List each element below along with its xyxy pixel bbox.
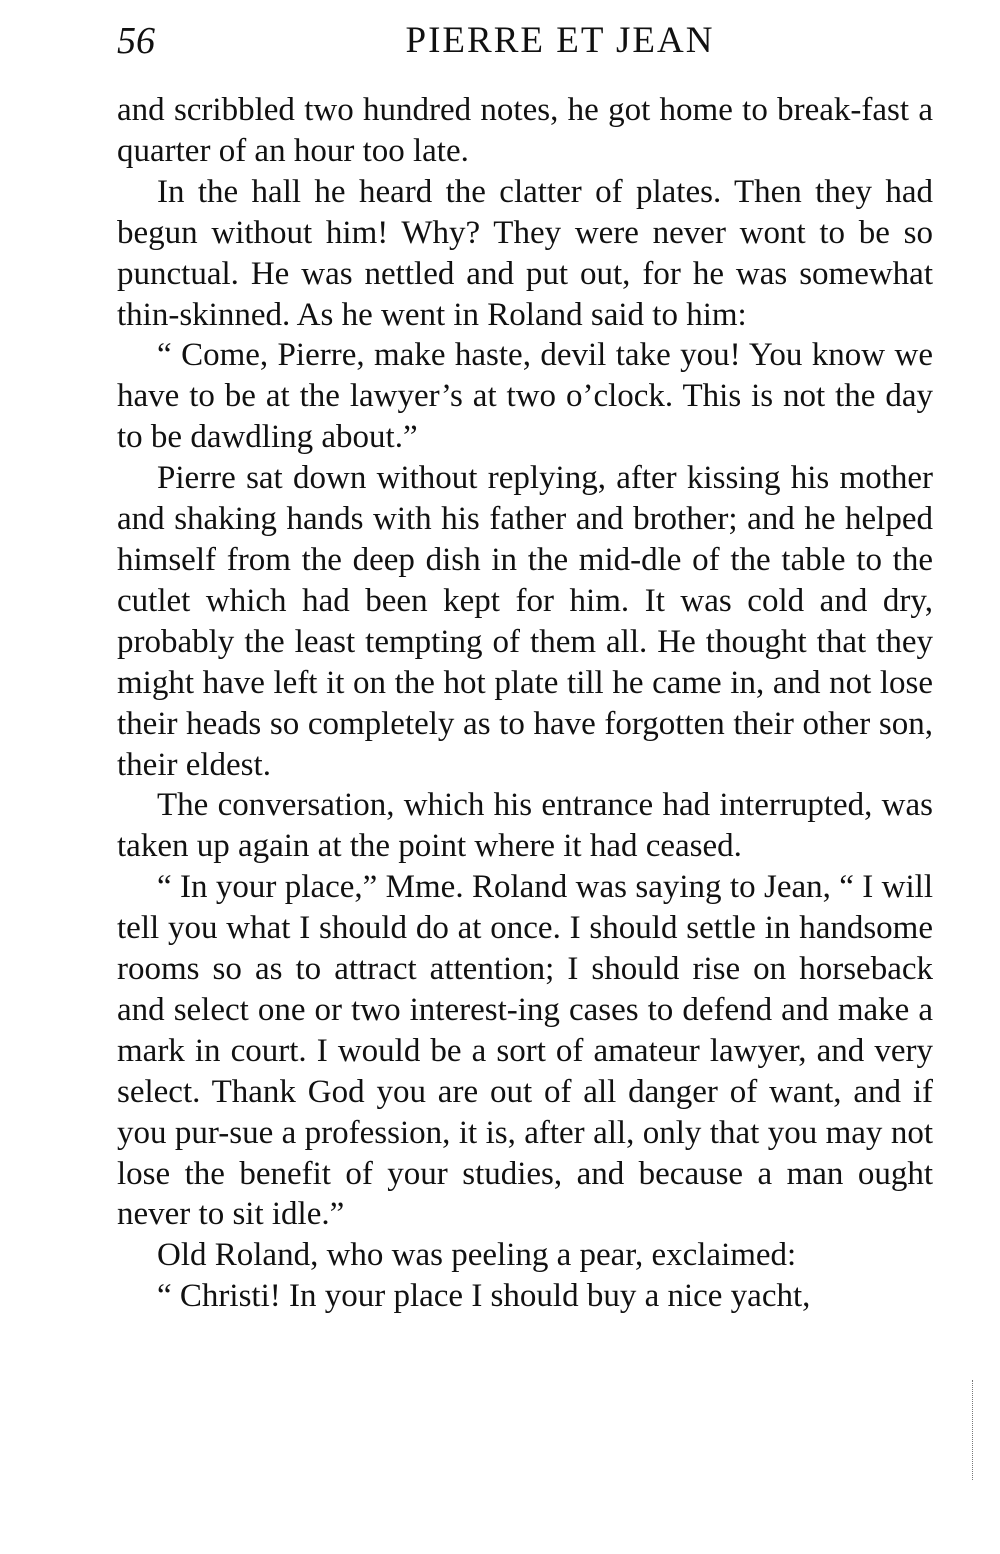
paragraph: Old Roland, who was peeling a pear, exclaimed: <box>157 1237 797 1274</box>
paragraph: In the hall he heard the clatter of plates. Then they had begun without him! Why? They were never wont to be so punctual. He was nettled and put out, for he was somewhat thin-skinned. As he went in Roland said to him: <box>117 173 933 333</box>
running-head: PIERRE ET JEAN <box>405 20 715 61</box>
paragraph: and scribbled two hundred notes, he got home to break-fast a quarter of an hour too late. <box>117 92 933 169</box>
page-header <box>117 18 933 64</box>
scan-margin-marks <box>972 1380 975 1480</box>
page-number: 56 <box>117 20 155 62</box>
paragraph: Pierre sat down without replying, after kissing his mother and shaking hands with his father and brother; and he helped himself from the deep dish in the mid-dle of the table to the cutlet which had been kept for him. It was cold and dry, probably the least tempting of them all. He thought that they might have left it on the hot plate till he came in, and not lose their heads so completely as to have forgotten their other son, their eldest. <box>117 460 933 783</box>
paragraph: “ In your place,” Mme. Roland was saying to Jean, “ I will tell you what I should do at once. I should settle in handsome rooms so as to attract attention; I should rise on horseback and select one or two interest-ing cases to defend and make a mark in court. I would be a sort of amateur lawyer, and very select. Thank God you are out of all danger of want, and if you pur-sue a profession, it is, after all, only that you may not lose the benefit of your studies, and because a man ought never to sit idle.” <box>117 869 933 1233</box>
body-text <box>117 90 933 1317</box>
paragraph: The conversation, which his entrance had interrupted, was taken up again at the point where it had ceased. <box>117 787 933 865</box>
paragraph: “ Christi! In your place I should buy a nice yacht, <box>157 1278 811 1315</box>
paragraph: “ Come, Pierre, make haste, devil take you! You know we have to be at the lawyer’s at two o’clock. This is not the day to be dawdling about.” <box>117 337 933 456</box>
